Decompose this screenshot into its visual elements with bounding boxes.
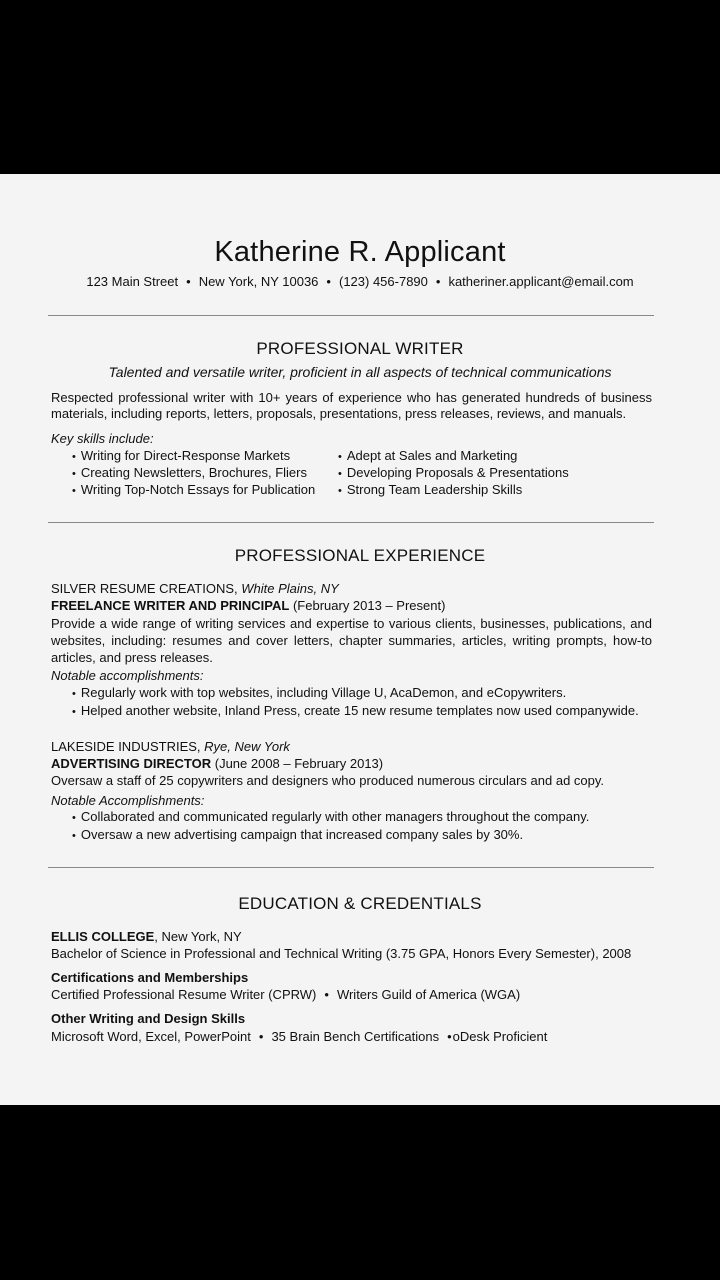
address: 123 Main Street [86,274,179,289]
skill-item: • Strong Team Leadership Skills [338,482,522,497]
candidate-name: Katherine R. Applicant [214,236,506,268]
separator-dot: • [447,1029,452,1044]
job-company-line [51,581,339,596]
job-title: FREELANCE WRITER AND PRINCIPAL [51,598,290,613]
contact-line [0,274,720,289]
other-skill: 35 Brain Bench Certifications [271,1029,440,1044]
skill-item: • Adept at Sales and Marketing [338,448,517,463]
certification: Writers Guild of America (WGA) [336,987,521,1002]
job-title: ADVERTISING DIRECTOR [51,756,212,771]
accomplishments-label: Notable accomplishments: [51,668,204,683]
company-location: Rye, New York [204,739,290,754]
phone: (123) 456-7890 [338,274,428,289]
separator-dot: • [435,274,441,289]
job-dates: (February 2013 – Present) [292,598,446,613]
accomplishment-item: • Collaborated and communicated regularly with other managers throughout the company. [72,809,589,824]
job-title-line [51,598,445,613]
degree-line: Bachelor of Science in Professional and Technical Writing (3.75 GPA, Honors Every Semester), 2008 [51,946,632,961]
job-description-line: websites, including: resumes and cover letters, chapter summaries, articles, writing prompts, how-to [51,633,652,648]
certifications-line [51,987,520,1002]
company-name: SILVER RESUME CREATIONS, [51,581,238,596]
skill-item: • Developing Proposals & Presentations [338,465,569,480]
school-location: , New York, NY [154,929,242,944]
profile-heading: PROFESSIONAL WRITER [256,339,464,358]
separator-dot: • [258,1029,264,1044]
job-description-line: articles, and press releases. [51,650,213,665]
company-name: LAKESIDE INDUSTRIES, [51,739,201,754]
certification: Certified Professional Resume Writer (CPRW) [51,987,317,1002]
separator-dot: • [186,274,191,289]
job-title-line [51,756,383,771]
separator-dot: • [326,274,331,289]
school-line [51,929,242,944]
divider [48,315,654,316]
divider [48,867,654,868]
accomplishment-item: • Oversaw a new advertising campaign that increased company sales by 30%. [72,827,523,842]
job-dates: (June 2008 – February 2013) [214,756,384,771]
skills-label: Key skills include: [51,431,154,446]
divider [48,522,654,523]
company-location: White Plains, NY [241,581,339,596]
accomplishments-label: Notable Accomplishments: [51,793,205,808]
skill-item: • Writing Top-Notch Essays for Publication [72,482,315,497]
school-name: ELLIS COLLEGE [51,929,155,944]
tagline: Talented and versatile writer, proficient in all aspects of technical communications [108,364,612,380]
email: katheriner.applicant@email.com [448,274,634,289]
resume-page [0,174,720,1105]
summary-line-1: Respected professional writer with 10+ years of experience who has generated hundreds of business [51,390,652,405]
job-description-line: Provide a wide range of writing services and expertise to various clients, businesses, publications, and [51,616,652,631]
other-skills-heading: Other Writing and Design Skills [51,1011,246,1026]
accomplishment-item: • Helped another website, Inland Press, create 15 new resume templates now used companywide. [72,703,639,718]
job-description-line: Oversaw a staff of 25 copywriters and designers who produced numerous circulars and ad copy. [51,773,605,788]
other-skill: oDesk Proficient [452,1029,548,1044]
skill-item: • Creating Newsletters, Brochures, Fliers [72,465,307,480]
accomplishment-item: • Regularly work with top websites, including Village U, AcaDemon, and eCopywriters. [72,685,566,700]
education-heading: EDUCATION & CREDENTIALS [238,894,482,913]
summary-line-2: materials, including reports, letters, proposals, presentations, press releases, reviews, and manuals. [51,406,627,421]
certifications-heading: Certifications and Memberships [51,970,249,985]
other-skills-line [51,1029,547,1044]
separator-dot: • [324,987,329,1002]
skill-item: • Writing for Direct-Response Markets [72,448,290,463]
city: New York, NY 10036 [198,274,319,289]
job-company-line [51,739,290,754]
other-skill: Microsoft Word, Excel, PowerPoint [51,1029,251,1044]
experience-heading: PROFESSIONAL EXPERIENCE [234,546,486,565]
